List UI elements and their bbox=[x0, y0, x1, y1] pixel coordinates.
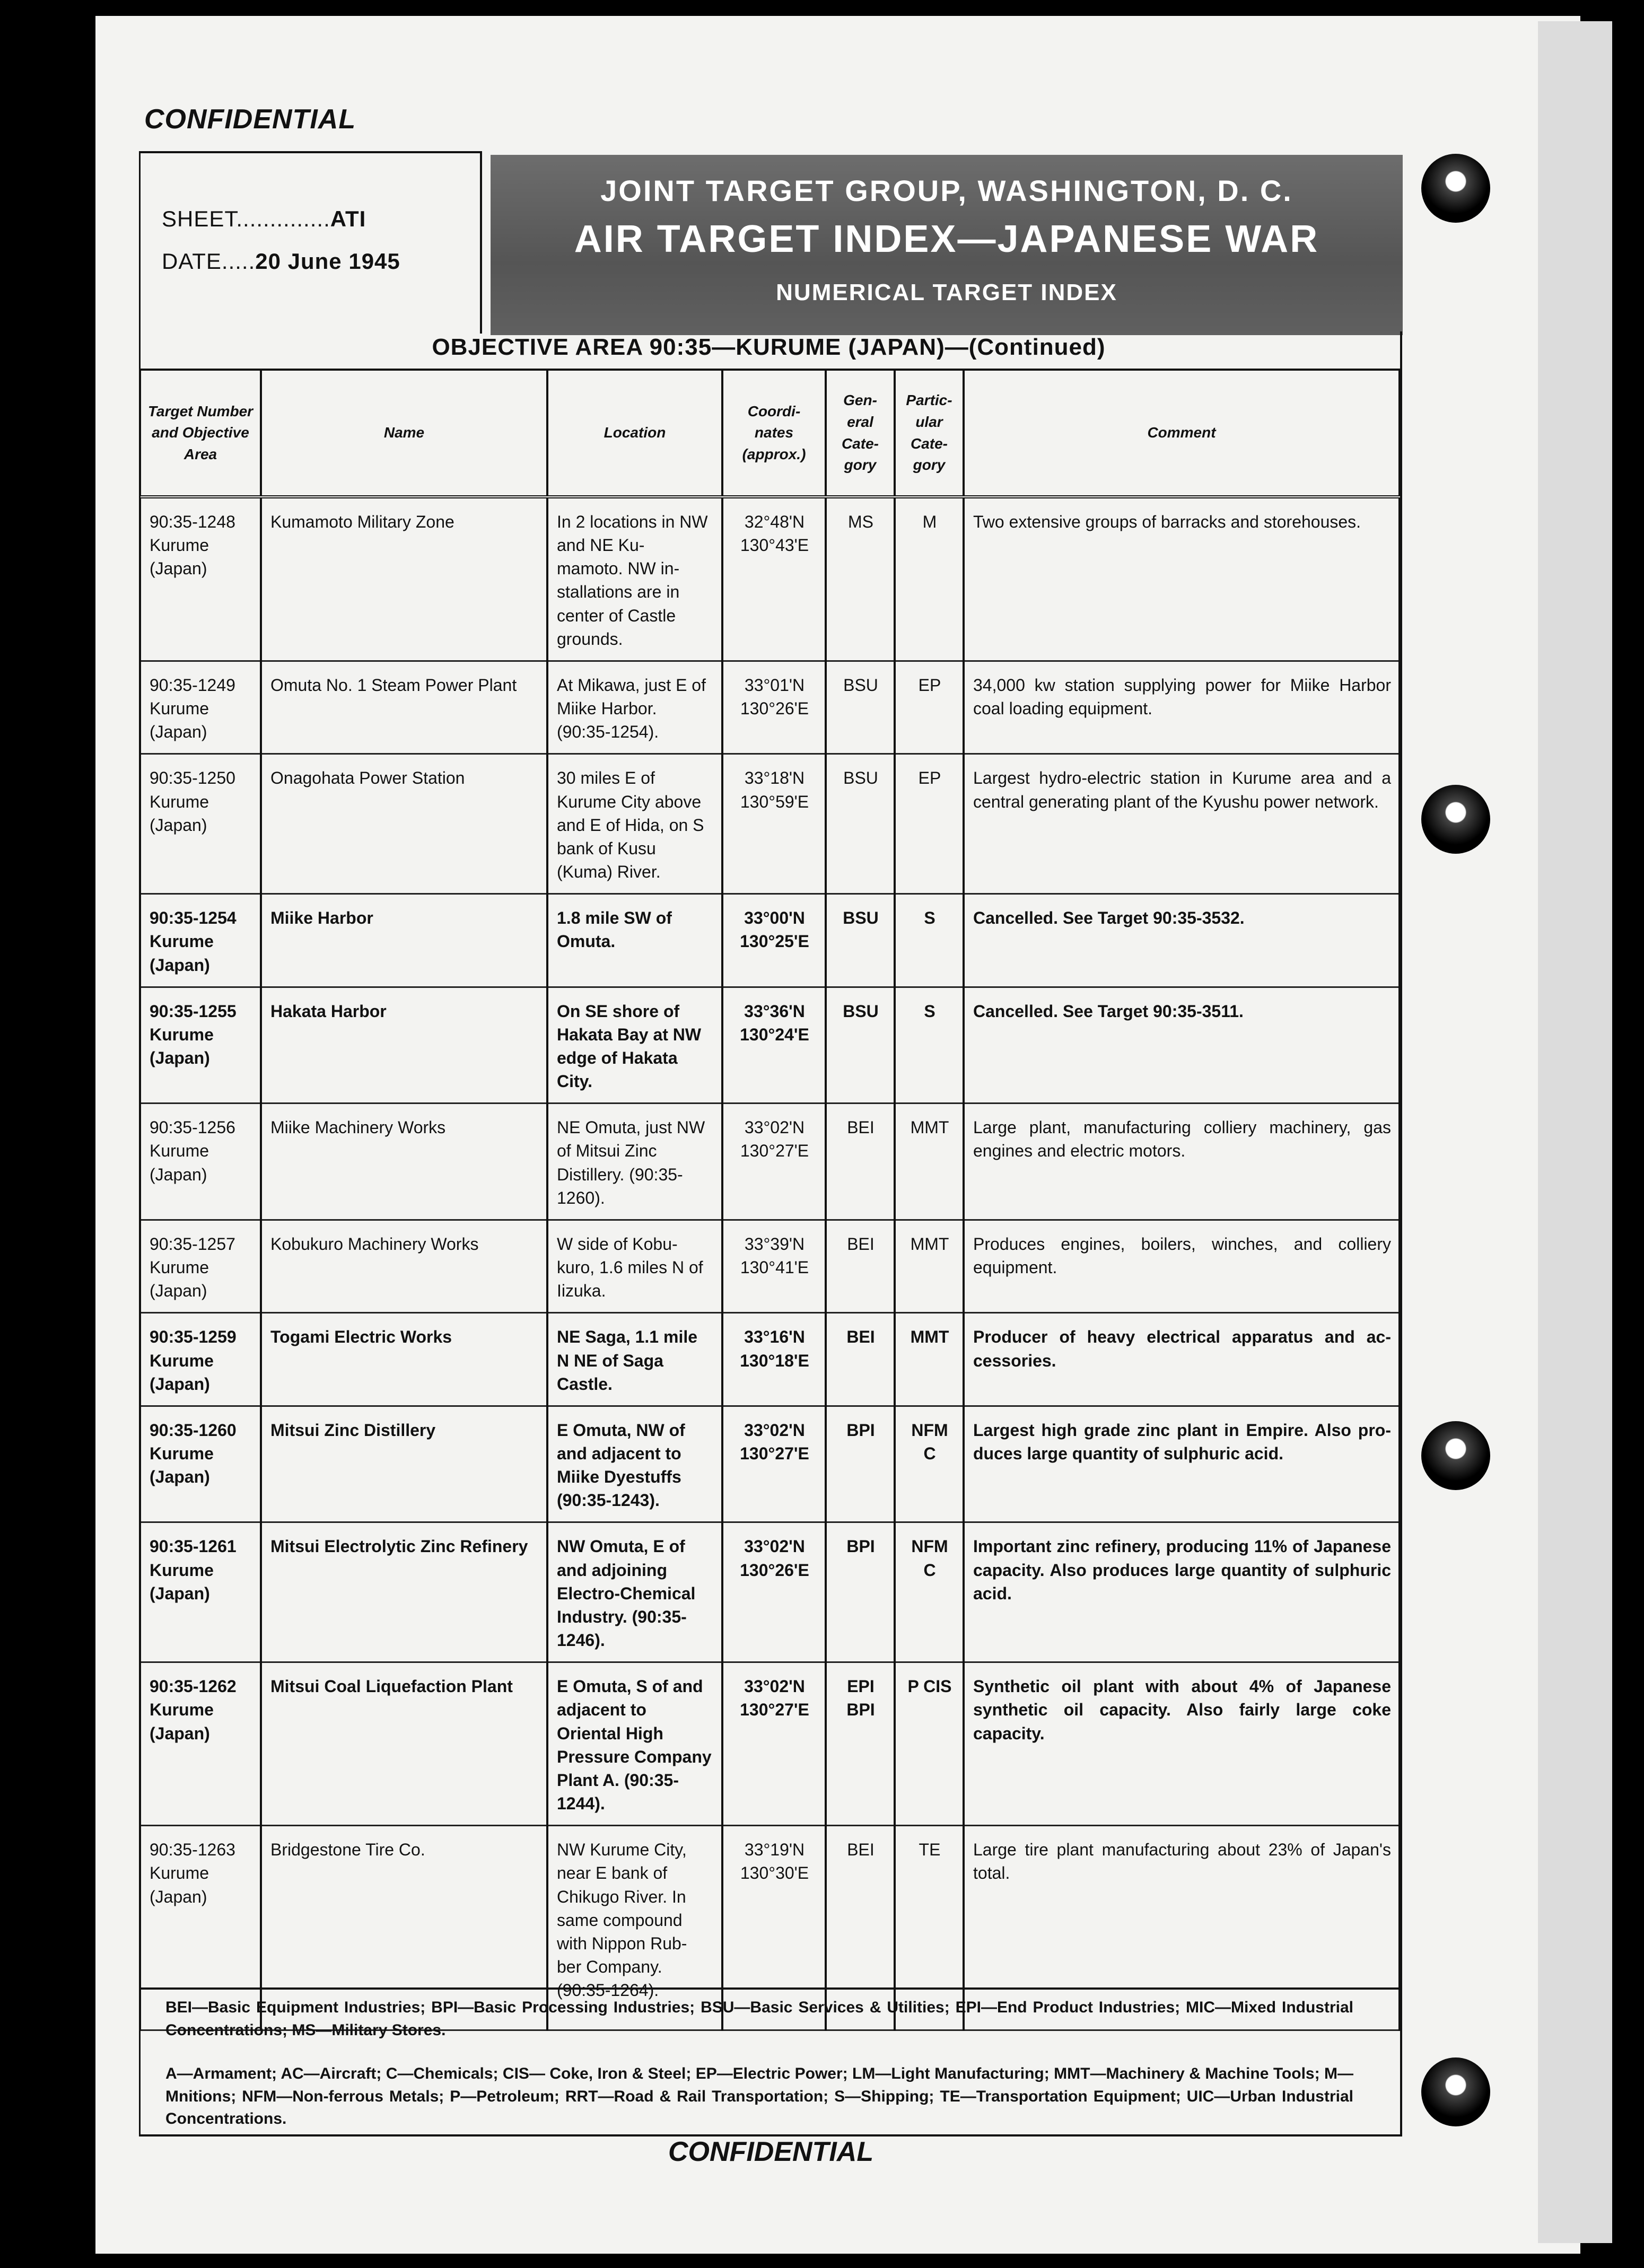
banner-title: AIR TARGET INDEX—JAPANESE WAR bbox=[574, 218, 1319, 260]
table-row bbox=[140, 1522, 1400, 1662]
table-row bbox=[140, 1313, 1400, 1406]
cell-target: 90:35-1256 Kurume (Japan) bbox=[140, 1104, 261, 1220]
cell-particular-category: NFM C bbox=[895, 1406, 964, 1522]
cell-general-category: BSU bbox=[826, 661, 895, 754]
column-header-target: Target Number and Objective Area bbox=[140, 370, 261, 497]
cell-location: 30 miles E of Kurume City above and E of Hida, on S bank of Kusu (Kuma) River. bbox=[547, 754, 722, 894]
sheet-date-box bbox=[139, 151, 482, 334]
table-row bbox=[140, 987, 1400, 1104]
cell-comment: Cancelled. See Target 90:35-3532. bbox=[964, 894, 1400, 987]
cell-particular-category: EP bbox=[895, 754, 964, 894]
cell-particular-category: NFM C bbox=[895, 1522, 964, 1662]
cell-location: 1.8 mile SW of Omuta. bbox=[547, 894, 722, 987]
cell-particular-category: MMT bbox=[895, 1104, 964, 1220]
cell-location: E Omuta, S of and adjacent to Oriental High Pressure Company Plant A. (90:35-1244). bbox=[547, 1662, 722, 1826]
cell-comment: Synthetic oil plant with about 4% of Japanese synthetic oil capacity. Also fairly large coke capacity. bbox=[964, 1662, 1400, 1826]
banner-organization: JOINT TARGET GROUP, WASHINGTON, D. C. bbox=[600, 174, 1293, 207]
cell-name: Omuta No. 1 Steam Power Plant bbox=[261, 661, 547, 754]
cell-coordinates: 33°02'N 130°27'E bbox=[722, 1662, 826, 1826]
legend-general-categories: BEI—Basic Equipment Industries; BPI—Basic Processing Industries; BSU—Basic Services & Utilities; EPI—End Product Industries; MIC—Mixed Industrial Concentrations; MS—Military Stores. bbox=[165, 1999, 1353, 2039]
cell-location: In 2 locations in NW and NE Ku- mamoto. NW in- stallations are in center of Castle grounds. bbox=[547, 497, 722, 661]
cell-general-category: BSU bbox=[826, 894, 895, 987]
cell-target: 90:35-1261 Kurume (Japan) bbox=[140, 1522, 261, 1662]
cell-name: Onagohata Power Station bbox=[261, 754, 547, 894]
cell-coordinates: 33°19'N 130°30'E bbox=[722, 1826, 826, 2030]
cell-comment: Cancelled. See Target 90:35-3511. bbox=[964, 987, 1400, 1104]
binder-hole bbox=[1421, 154, 1490, 223]
cell-general-category: BEI bbox=[826, 1104, 895, 1220]
cell-coordinates: 33°02'N 130°27'E bbox=[722, 1104, 826, 1220]
column-header-particular-category: Partic- ular Cate- gory bbox=[895, 370, 964, 497]
date-value: 20 June 1945 bbox=[255, 249, 400, 274]
cell-general-category: MS bbox=[826, 497, 895, 661]
cell-target: 90:35-1260 Kurume (Japan) bbox=[140, 1406, 261, 1522]
cell-comment: 34,000 kw station supplying power for Miike Harbor coal loading equipment. bbox=[964, 661, 1400, 754]
cell-name: Kobukuro Machinery Works bbox=[261, 1220, 547, 1312]
cell-coordinates: 33°16'N 130°18'E bbox=[722, 1313, 826, 1406]
cell-comment: Large plant, manufacturing colliery machinery, gas engines and electric motors. bbox=[964, 1104, 1400, 1220]
cell-name: Hakata Harbor bbox=[261, 987, 547, 1104]
table-row bbox=[140, 1406, 1400, 1522]
table-row bbox=[140, 1220, 1400, 1312]
table-row bbox=[140, 497, 1400, 661]
confidential-footer: CONFIDENTIAL bbox=[668, 2136, 874, 2167]
column-header-coordinates: Coordi- nates (approx.) bbox=[722, 370, 826, 497]
cell-location: At Mikawa, just E of Miike Harbor. (90:35-1254). bbox=[547, 661, 722, 754]
cell-particular-category: S bbox=[895, 987, 964, 1104]
legend-divider bbox=[139, 1987, 1401, 1990]
cell-particular-category: S bbox=[895, 894, 964, 987]
cell-particular-category: MMT bbox=[895, 1313, 964, 1406]
cell-coordinates: 33°39'N 130°41'E bbox=[722, 1220, 826, 1312]
cell-target: 90:35-1254 Kurume (Japan) bbox=[140, 894, 261, 987]
column-header-comment: Comment bbox=[964, 370, 1400, 497]
cell-comment: Largest high grade zinc plant in Empire. Also pro- duces large quantity of sulphuric acid. bbox=[964, 1406, 1400, 1522]
cell-location: NE Omuta, just NW of Mitsui Zinc Distillery. (90:35-1260). bbox=[547, 1104, 722, 1220]
date-label: DATE..... bbox=[162, 249, 256, 274]
cell-name: Kumamoto Military Zone bbox=[261, 497, 547, 661]
cell-name: Miike Machinery Works bbox=[261, 1104, 547, 1220]
cell-location: NW Omuta, E of and adjoining Electro-Chemical Industry. (90:35-1246). bbox=[547, 1522, 722, 1662]
target-table bbox=[139, 369, 1401, 2031]
page-edge bbox=[1538, 21, 1612, 2243]
binder-hole bbox=[1421, 2057, 1490, 2126]
cell-comment: Largest hydro-electric station in Kurume area and a central generating plant of the Kyushu power network. bbox=[964, 754, 1400, 894]
confidential-header: CONFIDENTIAL bbox=[144, 104, 356, 135]
cell-target: 90:35-1263 Kurume (Japan) bbox=[140, 1826, 261, 2030]
cell-coordinates: 33°02'N 130°26'E bbox=[722, 1522, 826, 1662]
cell-target: 90:35-1262 Kurume (Japan) bbox=[140, 1662, 261, 1826]
cell-comment: Two extensive groups of barracks and storehouses. bbox=[964, 497, 1400, 661]
cell-general-category: BEI bbox=[826, 1826, 895, 2030]
cell-name: Miike Harbor bbox=[261, 894, 547, 987]
table-row bbox=[140, 1662, 1400, 1826]
cell-coordinates: 33°18'N 130°59'E bbox=[722, 754, 826, 894]
cell-coordinates: 33°00'N 130°25'E bbox=[722, 894, 826, 987]
column-header-location: Location bbox=[547, 370, 722, 497]
cell-general-category: BPI bbox=[826, 1406, 895, 1522]
cell-coordinates: 33°36'N 130°24'E bbox=[722, 987, 826, 1104]
cell-general-category: EPI BPI bbox=[826, 1662, 895, 1826]
cell-coordinates: 33°02'N 130°27'E bbox=[722, 1406, 826, 1522]
cell-coordinates: 32°48'N 130°43'E bbox=[722, 497, 826, 661]
cell-target: 90:35-1255 Kurume (Japan) bbox=[140, 987, 261, 1104]
legend-particular-categories: A—Armament; AC—Aircraft; C—Chemicals; CIS— Coke, Iron & Steel; EP—Electric Power; LM—Light Manufacturing; MMT—Machinery & Machine Tools; M—Mnitions; NFM—Non-ferrous Metals; P—Petroleum; RRT—Road & Rail Transportation; S—Shipping; TE—Transportation Equipment; UIC—Urban Industrial Concentrations. bbox=[165, 2065, 1353, 2128]
table-row bbox=[140, 754, 1400, 894]
cell-name: Mitsui Zinc Distillery bbox=[261, 1406, 547, 1522]
cell-particular-category: M bbox=[895, 497, 964, 661]
cell-comment: Produces engines, boilers, winches, and colliery equipment. bbox=[964, 1220, 1400, 1312]
cell-target: 90:35-1259 Kurume (Japan) bbox=[140, 1313, 261, 1406]
banner-subtitle: NUMERICAL TARGET INDEX bbox=[776, 279, 1117, 305]
column-header-name: Name bbox=[261, 370, 547, 497]
cell-general-category: BSU bbox=[826, 987, 895, 1104]
cell-name: Mitsui Coal Liquefaction Plant bbox=[261, 1662, 547, 1826]
cell-general-category: BSU bbox=[826, 754, 895, 894]
table-row bbox=[140, 661, 1400, 754]
cell-comment: Large tire plant manufacturing about 23% of Japan's total. bbox=[964, 1826, 1400, 2030]
cell-location: E Omuta, NW of and adjacent to Miike Dyestuffs (90:35-1243). bbox=[547, 1406, 722, 1522]
cell-comment: Important zinc refinery, producing 11% of Japanese capacity. Also produces large quantity of sulphuric acid. bbox=[964, 1522, 1400, 1662]
column-header-general-category: Gen- eral Cate- gory bbox=[826, 370, 895, 497]
cell-target: 90:35-1249 Kurume (Japan) bbox=[140, 661, 261, 754]
sheet-value: ATI bbox=[330, 206, 366, 231]
sheet-label: SHEET.............. bbox=[162, 206, 330, 231]
cell-target: 90:35-1248 Kurume (Japan) bbox=[140, 497, 261, 661]
category-legend bbox=[165, 1996, 1353, 2152]
cell-coordinates: 33°01'N 130°26'E bbox=[722, 661, 826, 754]
cell-name: Bridgestone Tire Co. bbox=[261, 1826, 547, 2030]
table-row bbox=[140, 894, 1400, 987]
cell-location: NW Kurume City, near E bank of Chikugo River. In same compound with Nippon Rub- ber Company. (90:35-1264). bbox=[547, 1826, 722, 2030]
table-row bbox=[140, 1104, 1400, 1220]
sheet-line bbox=[162, 206, 366, 232]
cell-general-category: BPI bbox=[826, 1522, 895, 1662]
date-line bbox=[162, 249, 400, 274]
cell-particular-category: P CIS bbox=[895, 1662, 964, 1826]
binder-hole bbox=[1421, 1421, 1490, 1490]
cell-particular-category: EP bbox=[895, 661, 964, 754]
objective-area-title: OBJECTIVE AREA 90:35—KURUME (JAPAN)—(Continued) bbox=[432, 334, 1106, 360]
cell-target: 90:35-1257 Kurume (Japan) bbox=[140, 1220, 261, 1312]
cell-particular-category: MMT bbox=[895, 1220, 964, 1312]
cell-location: NE Saga, 1.1 mile N NE of Saga Castle. bbox=[547, 1313, 722, 1406]
cell-particular-category: TE bbox=[895, 1826, 964, 2030]
title-banner bbox=[491, 155, 1403, 335]
cell-general-category: BEI bbox=[826, 1313, 895, 1406]
cell-location: On SE shore of Hakata Bay at NW edge of Hakata City. bbox=[547, 987, 722, 1104]
binder-hole bbox=[1421, 785, 1490, 854]
cell-target: 90:35-1250 Kurume (Japan) bbox=[140, 754, 261, 894]
cell-name: Mitsui Electrolytic Zinc Refinery bbox=[261, 1522, 547, 1662]
cell-comment: Producer of heavy electrical apparatus and ac- cessories. bbox=[964, 1313, 1400, 1406]
cell-general-category: BEI bbox=[826, 1220, 895, 1312]
table-header-row bbox=[140, 370, 1400, 497]
cell-location: W side of Kobu- kuro, 1.6 miles N of Iizuka. bbox=[547, 1220, 722, 1312]
cell-name: Togami Electric Works bbox=[261, 1313, 547, 1406]
